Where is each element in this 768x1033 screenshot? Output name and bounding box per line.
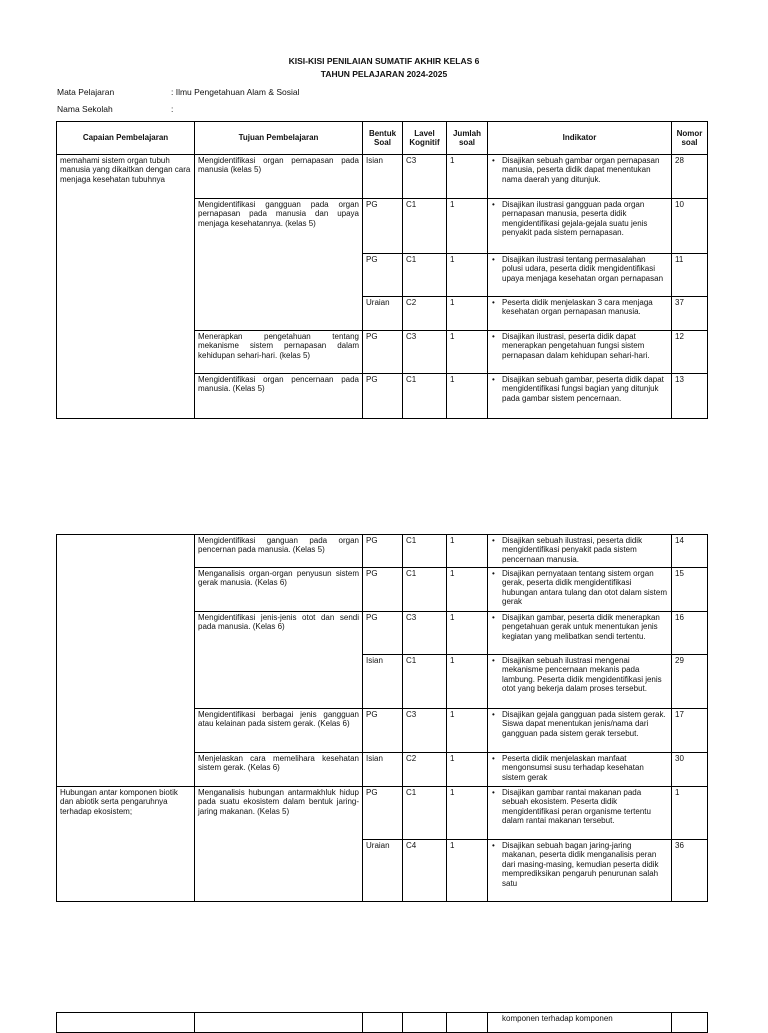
bentuk-cell: PG [363,331,403,374]
indikator-cell [488,568,672,612]
jumlah-cell: 1 [447,297,488,331]
nomor-cell: 14 [672,535,708,568]
bullet-icon: • [492,754,495,763]
bullet-icon: • [492,332,495,341]
tp-cell-empty [195,1013,363,1033]
school-row [57,104,174,114]
bentuk-cell-empty [363,1013,403,1033]
level-cell: C2 [403,297,447,331]
level-cell: C1 [403,199,447,254]
bullet-icon: • [492,255,495,264]
indikator-cell [488,612,672,655]
indikator-cell [488,840,672,902]
tp-cell: Mengidentifikasi berbagai jenis gangguan atau kelainan pada sistem gerak. (Kelas 6) [195,709,363,753]
cp-cell-empty [57,535,195,787]
tp-cell: Mengidentifikasi organ pernapasan pada manusia (kelas 5) [195,155,363,199]
bullet-icon: • [492,841,495,850]
table-row [57,155,708,199]
level-cell: C1 [403,655,447,709]
nomor-cell: 11 [672,254,708,297]
kisi-table-2 [56,534,708,902]
header-level: Lavel Kognitif [403,122,447,155]
indikator-cell [488,787,672,840]
nomor-cell: 16 [672,612,708,655]
cp-cell-empty [57,1013,195,1033]
indikator-text: Disajikan pernyataan tentang sistem organ gerak, peserta didik mengidentifikasi hubungan antara tulang dan otot dalam sistem gerak [502,569,668,607]
level-cell: C1 [403,374,447,419]
indikator-text: Disajikan gambar rantai makanan pada sebuah ekosistem. Peserta didik mengidentifikasi peran organisme tertentu dalam rantai makanan tersebut. [502,788,651,826]
table-header-row [57,122,708,155]
indikator-cell [488,535,672,568]
level-cell: C1 [403,535,447,568]
bullet-icon: • [492,710,495,719]
indikator-text: Disajikan sebuah bagan jaring-jaring makanan, peserta didik menganalisis peran dari masing-masing, kemudian peserta didik memprediksikan pengaruh penurunan salah satu [502,841,659,888]
nomor-cell: 13 [672,374,708,419]
level-cell: C1 [403,787,447,840]
subject-row [57,87,300,97]
indikator-cell [488,374,672,419]
nomor-cell: 28 [672,155,708,199]
jumlah-cell: 1 [447,331,488,374]
indikator-text: Disajikan sebuah gambar, peserta didik dapat mengidentifikasi fungsi bagian yang ditunjuk pada gambar sistem pencernaan. [502,375,664,403]
nomor-cell: 1 [672,787,708,840]
jumlah-cell: 1 [447,374,488,419]
indikator-text: komponen terhadap komponen [502,1014,613,1023]
indikator-cell [488,297,672,331]
indikator-text: Disajikan ilustrasi gangguan pada organ pernapasan manusia, peserta didik mengidentifikasi gejala-gejala suatu jenis penyakit pada sistem pernapasan. [502,200,648,238]
indikator-cell [488,1013,672,1033]
nomor-cell: 15 [672,568,708,612]
indikator-text: Disajikan ilustrasi, peserta didik dapat menerapkan pengetahuan fungsi sistem pernapasan dalam kehidupan sehari-hari. [502,332,650,360]
level-cell-empty [403,1013,447,1033]
tp-cell: Mengidentifikasi organ pencernaan pada manusia. (Kelas 5) [195,374,363,419]
indikator-text: Disajikan ilustrasi tentang permasalahan polusi udara, peserta didik mengidentifikasi upaya menjaga kesehatan organ pernapasan [502,255,664,283]
tp-cell: Menganalisis organ-organ penyusun sistem gerak manusia. (Kelas 6) [195,568,363,612]
level-cell: C3 [403,612,447,655]
level-cell: C4 [403,840,447,902]
bentuk-cell: PG [363,568,403,612]
bentuk-cell: PG [363,709,403,753]
table-row [57,1013,708,1033]
jumlah-cell: 1 [447,254,488,297]
jumlah-cell: 1 [447,709,488,753]
tp-cell: Mengidentifikasi gangguan pada organ pernapasan pada manusia dan upaya menjaga kesehatannya. (kelas 5) [195,199,363,331]
jumlah-cell: 1 [447,655,488,709]
indikator-cell [488,254,672,297]
table-row [57,535,708,568]
cp-cell: Hubungan antar komponen biotik dan abiotik serta pengaruhnya terhadap ekosistem; [57,787,195,902]
kisi-table-3 [56,1012,708,1033]
level-cell: C3 [403,709,447,753]
tp-cell: Mengidentifikasi jenis-jenis otot dan sendi pada manusia. (Kelas 6) [195,612,363,709]
bullet-icon: • [492,200,495,209]
jumlah-cell: 1 [447,612,488,655]
header-nomor: Nomor soal [672,122,708,155]
indikator-cell [488,753,672,787]
kisi-table-1 [56,121,708,419]
bentuk-cell: Isian [363,155,403,199]
indikator-text: Disajikan sebuah ilustrasi, peserta didik mengidentifikasi penyakit pada sistem pencernaan manusia. [502,536,643,564]
bullet-icon: • [492,298,495,307]
indikator-text: Disajikan sebuah gambar organ pernapasan manusia, peserta didik dapat menentukan nama daerah yang ditunjuk. [502,156,660,184]
indikator-cell [488,199,672,254]
indikator-text: Peserta didik menjelaskan 3 cara menjaga kesehatan organ pernapasan manusia. [502,298,653,317]
subject-label: Mata Pelajaran [57,87,115,97]
school-label: Nama Sekolah [57,104,113,114]
nomor-cell: 36 [672,840,708,902]
bentuk-cell: Uraian [363,297,403,331]
jumlah-cell: 1 [447,155,488,199]
bentuk-cell: PG [363,787,403,840]
cp-cell: memahami sistem organ tubuh manusia yang dikaitkan dengan cara menjaga kesehatan tubuhnya [57,155,195,419]
level-cell: C1 [403,568,447,612]
tp-cell: Mengidentifikasi ganguan pada organ pencernan pada manusia. (Kelas 5) [195,535,363,568]
jumlah-cell: 1 [447,535,488,568]
nomor-cell: 12 [672,331,708,374]
indikator-text: Peserta didik menjelaskan manfaat mengonsumsi susu terhadap kesehatan sistem gerak [502,754,644,782]
level-cell: C1 [403,254,447,297]
level-cell: C3 [403,331,447,374]
header-jumlah: Jumlah soal [447,122,488,155]
bentuk-cell: PG [363,254,403,297]
indikator-text: Disajikan sebuah ilustrasi mengenai mekanisme pencernaan mekanis pada lambung. Peserta didik mengidentifikasi jenis otot yang bekerja dalam proses tersebut. [502,656,662,694]
indikator-cell [488,709,672,753]
bentuk-cell: Isian [363,753,403,787]
nomor-cell: 30 [672,753,708,787]
bullet-icon: • [492,656,495,665]
bentuk-cell: PG [363,374,403,419]
tp-cell: Menerapkan pengetahuan tentang mekanisme sistem pernapasan dalam kehidupan sehari-hari. (kelas 5) [195,331,363,374]
nomor-cell: 10 [672,199,708,254]
bullet-icon: • [492,536,495,545]
indikator-cell [488,655,672,709]
nomor-cell: 29 [672,655,708,709]
bullet-icon: • [492,375,495,384]
header-capaian: Capaian Pembelajaran [57,122,195,155]
bentuk-cell: PG [363,612,403,655]
subject-value: : Ilmu Pengetahuan Alam & Sosial [171,87,300,97]
indikator-text: Disajikan gambar, peserta didik menerapkan pengetahuan gerak untuk menentukan jenis kegiatan yang melibatkan sendi tertentu. [502,613,660,641]
bentuk-cell: Isian [363,655,403,709]
jumlah-cell: 1 [447,787,488,840]
header-indikator: Indikator [488,122,672,155]
document-title: KISI-KISI PENILAIAN SUMATIF AKHIR KELAS 6 [288,56,480,66]
indikator-text: Disajikan gejala gangguan pada sistem gerak. Siswa dapat menentukan jenis/nama dari gangguan pada sistem gerak tersebut. [502,710,666,738]
jumlah-cell: 1 [447,568,488,612]
jumlah-cell: 1 [447,840,488,902]
jumlah-cell: 1 [447,753,488,787]
table-row [57,787,708,840]
level-cell: C3 [403,155,447,199]
jumlah-cell-empty [447,1013,488,1033]
bentuk-cell: PG [363,199,403,254]
header-tujuan: Tujuan Pembelajaran [195,122,363,155]
level-cell: C2 [403,753,447,787]
bullet-icon: • [492,788,495,797]
document-subtitle: TAHUN PELAJARAN 2024-2025 [320,69,448,79]
bentuk-cell: PG [363,535,403,568]
nomor-cell: 37 [672,297,708,331]
nomor-cell-empty [672,1013,708,1033]
nomor-cell: 17 [672,709,708,753]
header-bentuk: Bentuk Soal [363,122,403,155]
tp-cell: Menjelaskan cara memelihara kesehatan sistem gerak. (Kelas 6) [195,753,363,787]
school-value: : [171,104,174,114]
bullet-icon: • [492,569,495,578]
bentuk-cell: Uraian [363,840,403,902]
bullet-icon: • [492,156,495,165]
jumlah-cell: 1 [447,199,488,254]
indikator-cell [488,331,672,374]
bullet-icon: • [492,613,495,622]
indikator-cell [488,155,672,199]
tp-cell: Menganalisis hubungan antarmakhluk hidup pada suatu ekosistem dalam bentuk jaring-jaring makanan. (Kelas 5) [195,787,363,902]
